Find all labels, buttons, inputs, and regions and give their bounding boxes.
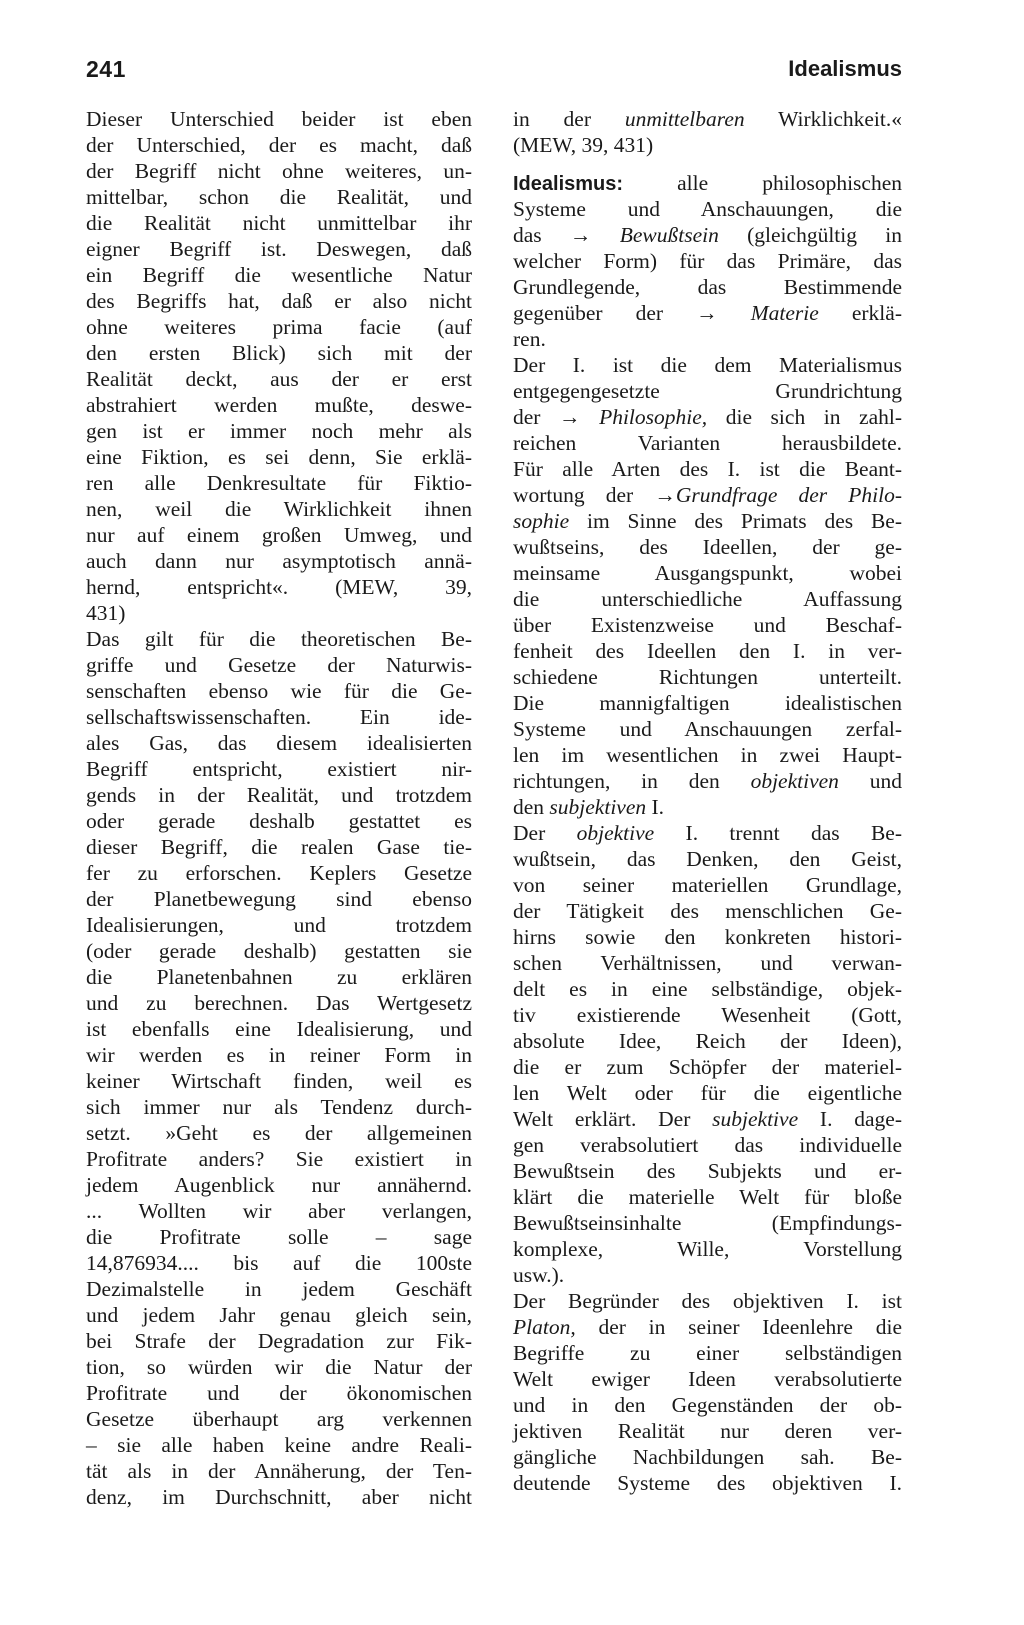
text-line: [513, 1184, 902, 1210]
text-line: [86, 444, 472, 470]
text-segment: der Begriff nicht ohne weiteres, un-: [86, 159, 472, 183]
text-segment: mittelbar, schon die Realität, und: [86, 185, 472, 209]
text-line: [513, 222, 902, 248]
text-line: [86, 236, 472, 262]
text-segment: und: [838, 769, 902, 793]
text-line: [513, 430, 902, 456]
text-line: [86, 1094, 472, 1120]
text-segment: tät als in der Annäherung, der Ten-: [86, 1459, 472, 1483]
text-segment: usw.).: [513, 1263, 565, 1287]
text-line: [86, 990, 472, 1016]
text-segment: den ersten Blick) sich mit der: [86, 341, 472, 365]
text-segment: tion, so würden wir die Natur der: [86, 1355, 472, 1379]
text-segment: Dieser Unterschied beider ist eben: [86, 107, 472, 131]
text-segment: Der I. ist die dem Materialismus: [513, 353, 902, 377]
text-line: [513, 508, 902, 534]
text-segment: tiv existierende Wesenheit (Gott,: [513, 1003, 902, 1027]
text-segment: wußtseins, des Ideellen, der ge-: [513, 535, 902, 559]
text-segment: reichen Varianten herausbildete.: [513, 431, 902, 455]
text-line: [86, 1224, 472, 1250]
text-line: [86, 1198, 472, 1224]
text-line: [86, 262, 472, 288]
text-segment: Grundlegende, das Bestimmende: [513, 275, 902, 299]
text-segment: sellschaftswissenschaften. Ein ide-: [86, 705, 472, 729]
text-line: [86, 600, 472, 626]
text-segment: alle philosophischen: [623, 171, 902, 195]
text-segment: ren alle Denkresultate für Fiktio-: [86, 471, 472, 495]
text-line: [86, 912, 472, 938]
text-segment: wir werden es in reiner Form in: [86, 1043, 472, 1067]
text-segment: richtungen, in den: [513, 769, 751, 793]
text-line: [513, 976, 902, 1002]
text-line: [86, 158, 472, 184]
text-segment: über Existenzweise und Beschaf-: [513, 613, 902, 637]
italic-term: sophie: [513, 509, 570, 533]
text-line: [86, 132, 472, 158]
text-segment: Begriffe zu einer selbständigen: [513, 1341, 902, 1365]
text-line: [513, 1262, 902, 1288]
text-column-left: [86, 106, 472, 1510]
text-segment: Systeme und Anschauungen zerfal-: [513, 717, 902, 741]
text-segment: und in den Gegenständen der ob-: [513, 1393, 902, 1417]
text-segment: absolute Idee, Reich der Ideen),: [513, 1029, 902, 1053]
text-line: [86, 886, 472, 912]
text-line: [513, 716, 902, 742]
text-segment: schen Verhältnissen, und verwan-: [513, 951, 902, 975]
text-line: [86, 1354, 472, 1380]
italic-term: objektiven: [750, 769, 839, 793]
text-column-right: [513, 106, 902, 1496]
text-line: [513, 352, 902, 378]
text-line: [513, 1470, 902, 1496]
italic-term: subjektive: [712, 1107, 799, 1131]
text-line: [513, 1210, 902, 1236]
text-segment: sich immer nur als Tendenz durch-: [86, 1095, 472, 1119]
text-segment: wußtsein, das Denken, den Geist,: [513, 847, 902, 871]
text-segment: auch dann nur asymptotisch annä-: [86, 549, 472, 573]
text-line: [86, 1172, 472, 1198]
text-line: [513, 560, 902, 586]
text-line: [513, 326, 902, 352]
text-line: [86, 730, 472, 756]
text-segment: deutende Systeme des objektiven I.: [513, 1471, 902, 1495]
text-line: [513, 794, 902, 820]
text-line: [513, 820, 902, 846]
text-line: [513, 846, 902, 872]
text-segment: fenheit des Ideellen den I. in ver-: [513, 639, 902, 663]
italic-term: Grundfrage der Philo-: [675, 483, 902, 507]
italic-term: Bewußtsein: [619, 223, 719, 247]
text-line: [513, 456, 902, 482]
text-segment: das →: [513, 223, 620, 247]
text-segment: I. dage-: [798, 1107, 902, 1131]
text-line: [513, 638, 902, 664]
text-line: [86, 626, 472, 652]
text-segment: Für alle Arten des I. ist die Beant-: [513, 457, 902, 481]
italic-term: subjektiven: [549, 795, 647, 819]
text-line: [513, 1236, 902, 1262]
text-line: [86, 470, 472, 496]
text-segment: eine Fiktion, es sei denn, Sie erklä-: [86, 445, 472, 469]
text-segment: die er zum Schöpfer der materiel-: [513, 1055, 902, 1079]
text-line: [86, 678, 472, 704]
text-line: [513, 1314, 902, 1340]
text-segment: entgegengesetzte Grundrichtung: [513, 379, 902, 403]
text-segment: komplexe, Wille, Vorstellung: [513, 1237, 902, 1261]
text-segment: klärt die materielle Welt für bloße: [513, 1185, 902, 1209]
text-line: [513, 1028, 902, 1054]
text-segment: (oder gerade deshalb) gestatten sie: [86, 939, 472, 963]
text-line: [86, 496, 472, 522]
text-line: [86, 1016, 472, 1042]
text-segment: len Welt oder für die eigentliche: [513, 1081, 902, 1105]
text-segment: Systeme und Anschauungen, die: [513, 197, 902, 221]
text-segment: schiedene Richtungen unterteilt.: [513, 665, 902, 689]
text-line: [513, 950, 902, 976]
text-line: [513, 1444, 902, 1470]
text-line: [86, 1380, 472, 1406]
text-segment: ein Begriff die wesentliche Natur: [86, 263, 472, 287]
entry-headword: Idealismus:: [513, 173, 624, 195]
text-segment: gängliche Nachbildungen sah. Be-: [513, 1445, 902, 1469]
text-segment: jedem Augenblick nur annähernd.: [86, 1173, 472, 1197]
text-segment: und zu berechnen. Das Wertgesetz: [86, 991, 472, 1015]
text-line: [513, 1288, 902, 1314]
text-line: [513, 170, 902, 196]
text-segment: Gesetze überhaupt arg verkennen: [86, 1407, 472, 1431]
text-segment: griffe und Gesetze der Naturwis-: [86, 653, 472, 677]
text-line: [86, 782, 472, 808]
text-line: [513, 690, 902, 716]
text-line: [513, 586, 902, 612]
text-segment: ist ebenfalls eine Idealisierung, und: [86, 1017, 472, 1041]
text-segment: im Sinne des Primats des Be-: [569, 509, 902, 533]
text-line: [86, 548, 472, 574]
text-line: [86, 1328, 472, 1354]
text-line: [513, 404, 902, 430]
text-line: [86, 756, 472, 782]
text-segment: Realität deckt, aus der er erst: [86, 367, 472, 391]
text-segment: der Tätigkeit des menschlichen Ge-: [513, 899, 902, 923]
text-segment: gen ist er immer noch mehr als: [86, 419, 472, 443]
text-segment: wortung der →: [513, 483, 676, 507]
text-segment: Bewußtseinsinhalte (Empfindungs-: [513, 1211, 902, 1235]
text-segment: die unterschiedliche Auffassung: [513, 587, 902, 611]
text-line: [513, 1392, 902, 1418]
text-segment: ren.: [513, 327, 546, 351]
text-segment: Dezimalstelle in jedem Geschäft: [86, 1277, 472, 1301]
text-segment: der →: [513, 405, 600, 429]
text-segment: der Unterschied, der es macht, daß: [86, 133, 472, 157]
text-line: [513, 248, 902, 274]
text-line: [513, 534, 902, 560]
page-header: [86, 56, 902, 90]
text-line: [86, 1276, 472, 1302]
text-segment: die sich in zahl-: [707, 405, 903, 429]
text-line: [513, 132, 902, 158]
text-segment: gends in der Realität, und trotzdem: [86, 783, 472, 807]
text-segment: und jedem Jahr genau gleich sein,: [86, 1303, 472, 1327]
italic-term: objektive: [576, 821, 655, 845]
text-line: [86, 106, 472, 132]
text-line: [513, 924, 902, 950]
text-line: [86, 366, 472, 392]
text-segment: I.: [646, 795, 665, 819]
text-line: [86, 418, 472, 444]
text-segment: erklä-: [818, 301, 902, 325]
text-segment: Wirklichkeit.«: [744, 107, 902, 131]
text-segment: in der: [513, 107, 625, 131]
text-line: [513, 1340, 902, 1366]
text-line: [513, 664, 902, 690]
text-line: [86, 1042, 472, 1068]
text-line: [86, 522, 472, 548]
text-segment: dieser Begriff, die realen Gase tie-: [86, 835, 472, 859]
text-segment: oder gerade deshalb gestattet es: [86, 809, 472, 833]
text-segment: setzt. »Geht es der allgemeinen: [86, 1121, 472, 1145]
page-number: 241: [86, 56, 126, 82]
text-segment: 431): [86, 601, 126, 625]
text-segment: gen verabsolutiert das individuelle: [513, 1133, 902, 1157]
text-segment: bei Strafe der Degradation zur Fik-: [86, 1329, 472, 1353]
text-segment: denz, im Durchschnitt, aber nicht: [86, 1485, 472, 1509]
text-segment: abstrahiert werden mußte, deswe-: [86, 393, 472, 417]
text-line: [86, 1250, 472, 1276]
paragraph-gap: [513, 158, 902, 170]
text-segment: Idealisierungen, und trotzdem: [86, 913, 472, 937]
text-line: [513, 898, 902, 924]
text-line: [513, 1054, 902, 1080]
text-segment: len im wesentlichen in zwei Haupt-: [513, 743, 902, 767]
text-line: [86, 210, 472, 236]
text-line: [86, 808, 472, 834]
text-segment: fer zu erforschen. Keplers Gesetze: [86, 861, 472, 885]
text-line: [513, 872, 902, 898]
text-line: [513, 612, 902, 638]
text-line: [513, 1080, 902, 1106]
text-segment: Welt erklärt. Der: [513, 1107, 713, 1131]
text-line: [513, 1002, 902, 1028]
text-segment: welcher Form) für das Primäre, das: [513, 249, 902, 273]
text-line: [86, 1068, 472, 1094]
text-segment: die Planetenbahnen zu erklären: [86, 965, 472, 989]
text-line: [86, 288, 472, 314]
text-line: [86, 1484, 472, 1510]
text-line: [513, 1132, 902, 1158]
text-segment: von seiner materiellen Grundlage,: [513, 873, 902, 897]
italic-term: Philosophie,: [599, 405, 708, 429]
text-line: [513, 106, 902, 132]
text-segment: nen, weil die Wirklichkeit ihnen: [86, 497, 472, 521]
text-line: [513, 1158, 902, 1184]
text-segment: Profitrate anders? Sie existiert in: [86, 1147, 472, 1171]
text-line: [86, 314, 472, 340]
italic-term: Platon,: [513, 1315, 576, 1339]
text-segment: I. trennt das Be-: [654, 821, 902, 845]
text-segment: eigner Begriff ist. Deswegen, daß: [86, 237, 472, 261]
text-segment: 14,876934.... bis auf die 100ste: [86, 1251, 472, 1275]
text-line: [86, 1406, 472, 1432]
text-segment: ohne weiteres prima facie (auf: [86, 315, 472, 339]
text-segment: gegenüber der →: [513, 301, 751, 325]
text-segment: senschaften ebenso wie für die Ge-: [86, 679, 472, 703]
text-segment: die Realität nicht unmittelbar ihr: [86, 211, 472, 235]
text-segment: Profitrate und der ökonomischen: [86, 1381, 472, 1405]
text-line: [86, 834, 472, 860]
text-segment: der in seiner Ideenlehre die: [575, 1315, 902, 1339]
text-segment: (MEW, 39, 431): [513, 133, 654, 157]
italic-term: unmittelbaren: [624, 107, 745, 131]
text-line: [513, 1366, 902, 1392]
text-segment: Bewußtsein des Subjekts und er-: [513, 1159, 902, 1183]
text-line: [86, 938, 472, 964]
text-line: [513, 768, 902, 794]
text-line: [86, 340, 472, 366]
text-segment: die Profitrate solle – sage: [86, 1225, 472, 1249]
text-segment: Das gilt für die theoretischen Be-: [86, 627, 472, 651]
text-segment: delt es in eine selbständige, objek-: [513, 977, 902, 1001]
text-segment: hernd, entspricht«. (MEW, 39,: [86, 575, 472, 599]
text-line: [86, 574, 472, 600]
text-segment: ales Gas, das diesem idealisierten: [86, 731, 472, 755]
text-line: [86, 704, 472, 730]
text-line: [513, 1106, 902, 1132]
text-segment: keiner Wirtschaft finden, weil es: [86, 1069, 472, 1093]
text-line: [513, 274, 902, 300]
text-segment: – sie alle haben keine andre Reali-: [86, 1433, 472, 1457]
text-line: [513, 300, 902, 326]
text-line: [86, 1432, 472, 1458]
text-line: [86, 964, 472, 990]
italic-term: Materie: [750, 301, 819, 325]
text-segment: jektiven Realität nur deren ver-: [513, 1419, 902, 1443]
text-line: [513, 378, 902, 404]
text-segment: Der: [513, 821, 577, 845]
text-line: [86, 184, 472, 210]
text-line: [86, 1120, 472, 1146]
text-line: [513, 742, 902, 768]
text-line: [86, 1458, 472, 1484]
text-line: [513, 196, 902, 222]
text-segment: nur auf einem großen Umweg, und: [86, 523, 472, 547]
text-line: [86, 860, 472, 886]
text-segment: den: [513, 795, 550, 819]
text-line: [86, 1146, 472, 1172]
text-segment: meinsame Ausgangspunkt, wobei: [513, 561, 902, 585]
text-segment: der Planetbewegung sind ebenso: [86, 887, 472, 911]
text-segment: Welt ewiger Ideen verabsolutierte: [513, 1367, 902, 1391]
text-segment: Der Begründer des objektiven I. ist: [513, 1289, 902, 1313]
text-line: [86, 392, 472, 418]
text-segment: Die mannigfaltigen idealistischen: [513, 691, 902, 715]
running-head: Idealismus: [788, 56, 902, 81]
text-line: [513, 1418, 902, 1444]
text-line: [86, 1302, 472, 1328]
text-segment: Begriff entspricht, existiert nir-: [86, 757, 472, 781]
text-segment: ... Wollten wir aber verlangen,: [86, 1199, 472, 1223]
text-segment: (gleichgültig in: [718, 223, 902, 247]
text-segment: hirns sowie den konkreten histori-: [513, 925, 902, 949]
text-line: [86, 652, 472, 678]
text-line: [513, 482, 902, 508]
text-segment: des Begriffs hat, daß er also nicht: [86, 289, 472, 313]
